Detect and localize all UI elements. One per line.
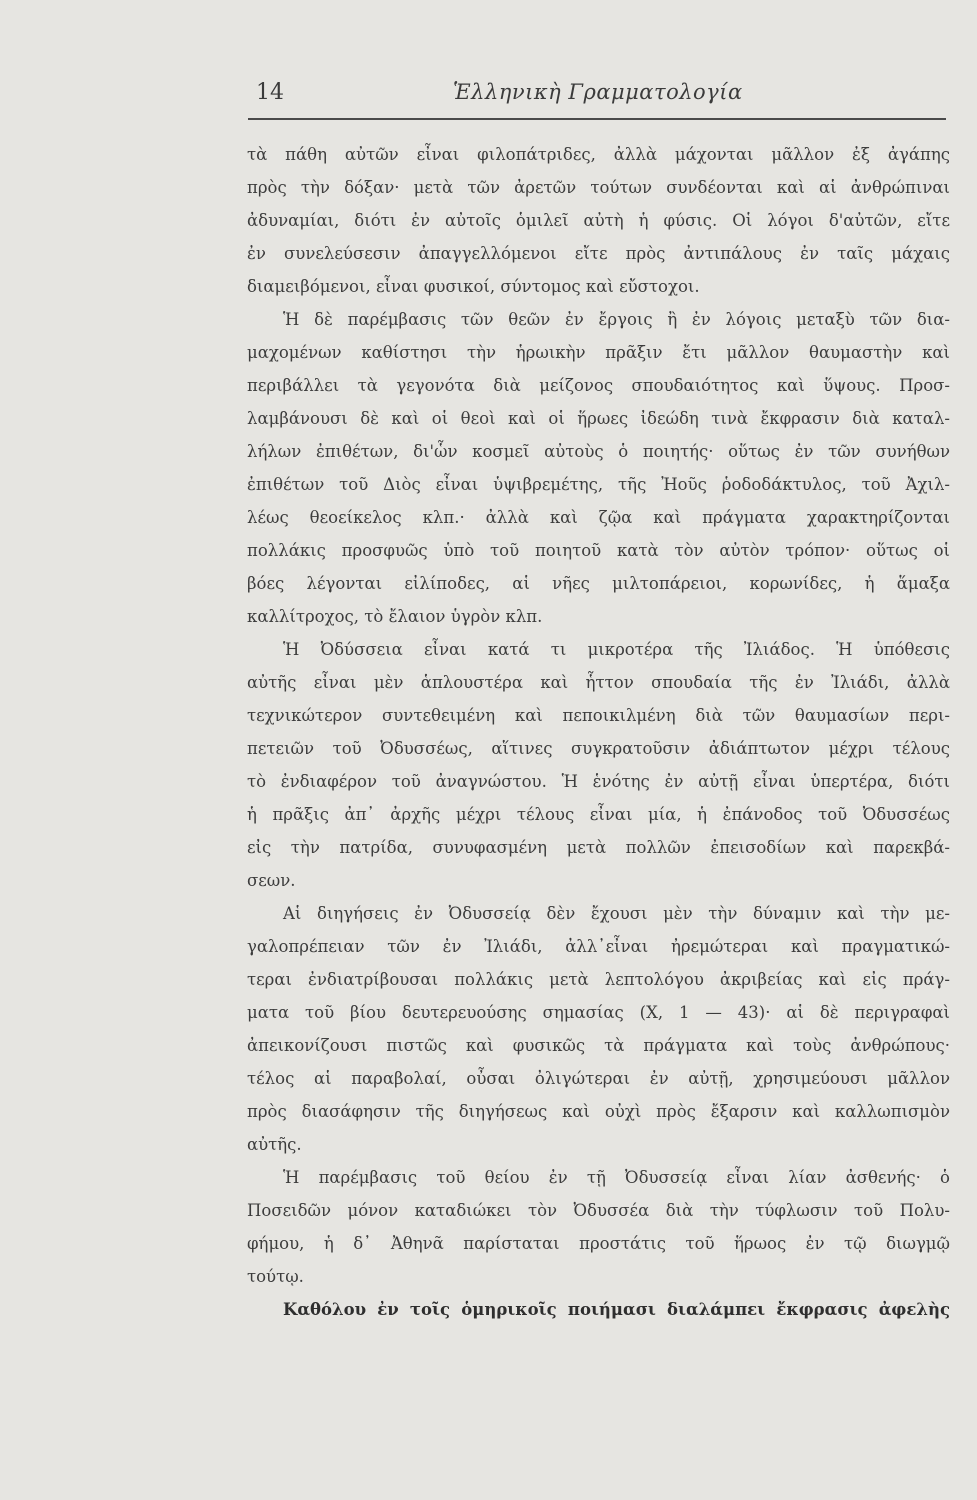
text-line: ἡ πρᾶξις ἀπ᾽ ἀρχῆς μέχρι τέλους εἶναι μία, ἡ ἐπάνοδος τοῦ Ὀδυσσέως bbox=[247, 805, 950, 824]
text-line: φήμου, ἡ δ᾽ Ἀθηνᾶ παρίσταται προστάτις τοῦ ἥρωος ἐν τῷ διωγμῷ bbox=[247, 1234, 950, 1253]
text-line: εἰς τὴν πατρίδα, συνυφασμένη μετὰ πολλῶν ἐπεισοδίων καὶ παρεκβά- bbox=[247, 838, 950, 857]
text-line: τέλος αἱ παραβολαί, οὖσαι ὀλιγώτεραι ἐν αὐτῇ, χρησιμεύουσι μᾶλλον bbox=[247, 1069, 950, 1088]
text-line: ματα τοῦ βίου δευτερευούσης σημασίας (Χ, 1 — 43)· αἱ δὲ περιγραφαὶ bbox=[247, 1003, 950, 1022]
body-text bbox=[247, 138, 950, 1326]
header-rule bbox=[248, 118, 946, 120]
text-line: μαχομένων καθίστησι τὴν ἡρωικὴν πρᾶξιν ἔτι μᾶλλον θαυμαστὴν καὶ bbox=[247, 343, 950, 362]
text-line: αὐτῆς. bbox=[247, 1135, 302, 1154]
text-line: τὰ πάθη αὐτῶν εἶναι φιλοπάτριδες, ἀλλὰ μάχονται μᾶλλον ἐξ ἀγάπης bbox=[247, 145, 950, 164]
page-number: 14 bbox=[256, 80, 284, 105]
text-line: καλλίτροχος, τὸ ἔλαιον ὑγρὸν κλπ. bbox=[247, 607, 543, 626]
text-line: Καθόλου ἐν τοῖς ὁμηρικοῖς ποιήμασι διαλάμπει ἔκφρασις ἀφελὴς bbox=[283, 1300, 950, 1319]
running-title: Ἑλληνικὴ Γραμματολογία bbox=[453, 80, 743, 104]
text-line: περιβάλλει τὰ γεγονότα διὰ μείζονος σπουδαιότητος καὶ ὕψους. Προσ- bbox=[247, 376, 950, 395]
text-line: βόες λέγονται εἰλίποδες, αἱ νῆες μιλτοπάρειοι, κορωνίδες, ἡ ἅμαξα bbox=[247, 574, 950, 593]
text-line: γαλοπρέπειαν τῶν ἐν Ἰλιάδι, ἀλλ᾽εἶναι ἠρεμώτεραι καὶ πραγματικώ- bbox=[247, 937, 950, 956]
text-line: ἐπιθέτων τοῦ Διὸς εἶναι ὑψιβρεμέτης, τῆς Ἠοῦς ῥοδοδάκτυλος, τοῦ Ἀχιλ- bbox=[247, 475, 950, 494]
text-line: λέως θεοείκελος κλπ.· ἀλλὰ καὶ ζῷα καὶ πράγματα χαρακτηρίζονται bbox=[247, 508, 950, 527]
text-line: ἀπεικονίζουσι πιστῶς καὶ φυσικῶς τὰ πράγματα καὶ τοὺς ἀνθρώπους· bbox=[247, 1036, 950, 1055]
text-line: Αἱ διηγήσεις ἐν Ὀδυσσείᾳ δὲν ἔχουσι μὲν τὴν δύναμιν καὶ τὴν με- bbox=[283, 904, 950, 923]
text-line: αὐτῆς εἶναι μὲν ἁπλουστέρα καὶ ἧττον σπουδαία τῆς ἐν Ἰλιάδι, ἀλλὰ bbox=[247, 673, 950, 692]
text-line: πολλάκις προσφυῶς ὑπὸ τοῦ ποιητοῦ κατὰ τὸν αὐτὸν τρόπον· οὕτως οἱ bbox=[247, 541, 950, 560]
text-line: τεραι ἐνδιατρίβουσαι πολλάκις μετὰ λεπτολόγου ἀκριβείας καὶ εἰς πράγ- bbox=[247, 970, 950, 989]
text-line: Ἡ παρέμβασις τοῦ θείου ἐν τῇ Ὀδυσσείᾳ εἶναι λίαν ἀσθενής· ὁ bbox=[283, 1168, 950, 1187]
text-line: λαμβάνουσι δὲ καὶ οἱ θεοὶ καὶ οἱ ἥρωες ἰδεώδη τινὰ ἔκφρασιν διὰ καταλ- bbox=[247, 409, 950, 428]
page-header bbox=[248, 76, 948, 116]
text-line: πετειῶν τοῦ Ὀδυσσέως, αἵτινες συγκρατοῦσιν ἀδιάπτωτον μέχρι τέλους bbox=[247, 739, 950, 758]
text-line: ἀδυναμίαι, διότι ἐν αὐτοῖς ὁμιλεῖ αὐτὴ ἡ φύσις. Οἱ λόγοι δ'αὐτῶν, εἴτε bbox=[247, 211, 950, 230]
text-line: πρὸς τὴν δόξαν· μετὰ τῶν ἀρετῶν τούτων συνδέονται καὶ αἱ ἀνθρώπιναι bbox=[247, 178, 950, 197]
text-line: πρὸς διασάφησιν τῆς διηγήσεως καὶ οὐχὶ πρὸς ἔξαρσιν καὶ καλλωπισμὸν bbox=[247, 1102, 950, 1121]
text-line: Ποσειδῶν μόνον καταδιώκει τὸν Ὀδυσσέα διὰ τὴν τύφλωσιν τοῦ Πολυ- bbox=[247, 1201, 950, 1220]
text-line: λήλων ἐπιθέτων, δι'ὧν κοσμεῖ αὐτοὺς ὁ ποιητής· οὕτως ἐν τῶν συνήθων bbox=[247, 442, 950, 461]
text-line: Ἡ Ὀδύσσεια εἶναι κατά τι μικροτέρα τῆς Ἰλιάδος. Ἡ ὑπόθεσις bbox=[283, 640, 950, 659]
text-line: Ἡ δὲ παρέμβασις τῶν θεῶν ἐν ἔργοις ἢ ἐν λόγοις μεταξὺ τῶν δια- bbox=[283, 310, 950, 329]
text-line: ἐν συνελεύσεσιν ἀπαγγελλόμενοι εἴτε πρὸς ἀντιπάλους ἐν ταῖς μάχαις bbox=[247, 244, 950, 263]
text-line: τούτῳ. bbox=[247, 1267, 304, 1286]
text-line: διαμειβόμενοι, εἶναι φυσικοί, σύντομος καὶ εὔστοχοι. bbox=[247, 277, 700, 296]
text-line: σεων. bbox=[247, 871, 296, 890]
text-line: τὸ ἐνδιαφέρον τοῦ ἀναγνώστου. Ἡ ἑνότης ἐν αὐτῇ εἶναι ὑπερτέρα, διότι bbox=[247, 772, 950, 791]
text-line: τεχνικώτερον συντεθειμένη καὶ πεποικιλμένη διὰ τῶν θαυμασίων περι- bbox=[247, 706, 950, 725]
